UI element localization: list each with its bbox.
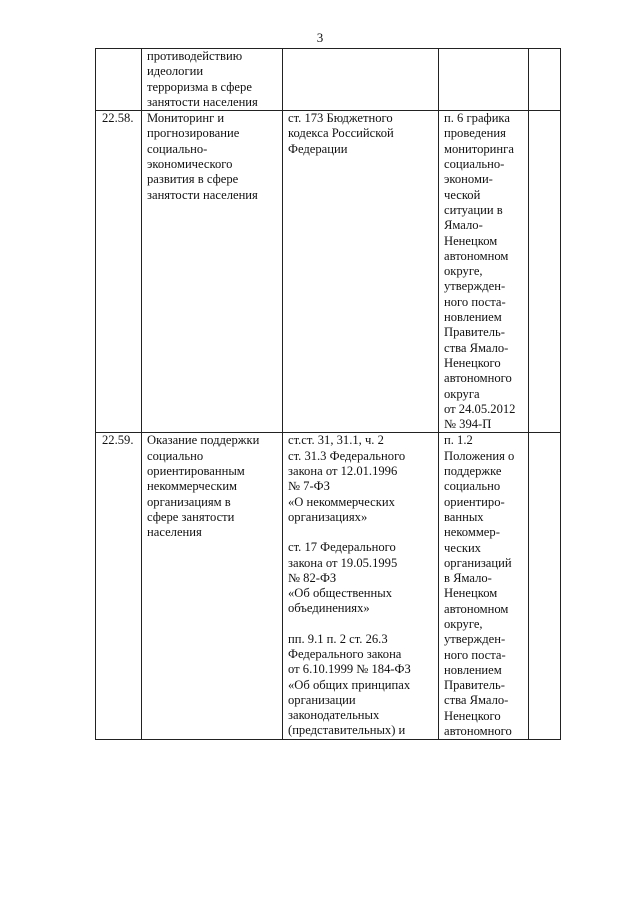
- cell-law: [283, 111, 439, 433]
- name-line: занятости населения: [147, 187, 258, 202]
- law-line: ст. 31.3 Федерального: [288, 448, 406, 463]
- doc-line: № 394-П: [444, 417, 492, 432]
- doc-line: организаций: [444, 555, 512, 570]
- doc-line: утвержден-: [444, 632, 506, 647]
- name-line: Оказание поддержки: [147, 433, 260, 448]
- table-body: [96, 49, 561, 740]
- law-line: законодательных: [288, 708, 380, 723]
- empty-cell: [529, 433, 561, 740]
- law-line: кодекса Российской: [288, 126, 394, 141]
- cell-name: [142, 111, 283, 433]
- cell-doc: [439, 49, 529, 111]
- doc-line: ванных: [444, 509, 484, 524]
- cell-name: [142, 433, 283, 740]
- doc-line: автономного: [444, 724, 512, 739]
- law-line: организациях»: [288, 509, 368, 524]
- doc-line: п. 1.2: [444, 433, 473, 448]
- doc-line: Ненецкого: [444, 708, 501, 723]
- doc-line: ческой: [444, 187, 481, 202]
- cell-doc: [439, 111, 529, 433]
- law-line: ст.ст. 31, 31.1, ч. 2: [288, 433, 384, 448]
- law-line: объединениях»: [288, 601, 370, 616]
- name-line: развития в сфере: [147, 172, 239, 187]
- law-line: [288, 617, 435, 632]
- doc-line: социально: [444, 479, 501, 494]
- law-line: «Об общественных: [288, 586, 393, 601]
- doc-line: Ненецком: [444, 586, 498, 601]
- row-number-cell: 22.58.: [96, 111, 142, 433]
- doc-line: Ненецкого: [444, 355, 501, 370]
- name-line: сфере занятости: [147, 509, 235, 524]
- law-line: ст. 173 Бюджетного: [288, 111, 393, 126]
- name-line: экономического: [147, 157, 233, 172]
- services-table: [95, 48, 561, 740]
- doc-line: округа: [444, 386, 480, 401]
- table-row: [96, 49, 561, 111]
- cell-law: [283, 49, 439, 111]
- law-line: № 82-ФЗ: [288, 570, 337, 585]
- name-line: занятости населения: [147, 94, 258, 109]
- page-number: 3: [316, 30, 324, 45]
- name-line: населения: [147, 525, 202, 540]
- cell-law: [283, 433, 439, 740]
- name-line: социально-: [147, 141, 208, 156]
- doc-line: автономного: [444, 371, 512, 386]
- law-line: «Об общих принципах: [288, 677, 411, 692]
- doc-line: поддержке: [444, 464, 502, 479]
- doc-line: мониторинга: [444, 141, 514, 156]
- doc-line: ситуации в: [444, 202, 503, 217]
- name-line: организациям в: [147, 494, 231, 509]
- law-line: ст. 17 Федерального: [288, 540, 396, 555]
- cell-doc: [439, 433, 529, 740]
- name-line: некоммерческим: [147, 479, 238, 494]
- law-line: [288, 525, 435, 540]
- doc-line: ориентиро-: [444, 494, 505, 509]
- name-line: ориентированным: [147, 464, 245, 479]
- law-line: закона от 12.01.1996: [288, 464, 398, 479]
- name-line: Мониторинг и: [147, 111, 225, 126]
- doc-line: Ненецком: [444, 233, 498, 248]
- doc-line: проведения: [444, 126, 506, 141]
- doc-line: ческих: [444, 540, 481, 555]
- doc-line: автономном: [444, 248, 509, 263]
- law-line: № 7-ФЗ: [288, 479, 330, 494]
- empty-cell: [529, 111, 561, 433]
- doc-line: экономи-: [444, 172, 493, 187]
- row-number-cell: 22.59.: [96, 433, 142, 740]
- doc-line: Правитель-: [444, 678, 505, 693]
- table-row: [96, 111, 561, 433]
- doc-line: Правитель-: [444, 325, 505, 340]
- doc-line: ства Ямало-: [444, 340, 509, 355]
- doc-line: новлением: [444, 310, 502, 325]
- doc-line: ства Ямало-: [444, 693, 509, 708]
- law-line: организации: [288, 692, 356, 707]
- doc-line: от 24.05.2012: [444, 401, 516, 416]
- doc-line: некоммер-: [444, 525, 500, 540]
- cell-name: [142, 49, 283, 111]
- law-line: пп. 9.1 п. 2 ст. 26.3: [288, 631, 388, 646]
- law-line: закона от 19.05.1995: [288, 555, 398, 570]
- name-line: противодействию: [147, 49, 243, 63]
- law-line: Федерального закона: [288, 646, 402, 661]
- law-line: Федерации: [288, 141, 348, 156]
- name-line: прогнозирование: [147, 126, 240, 141]
- doc-line: п. 6 графика: [444, 111, 510, 126]
- doc-line: округе,: [444, 264, 483, 279]
- table-row: [96, 433, 561, 740]
- law-line: «О некоммерческих: [288, 494, 395, 509]
- doc-line: новлением: [444, 662, 502, 677]
- doc-line: Ямало-: [444, 218, 483, 233]
- name-line: терроризма в сфере: [147, 79, 252, 94]
- doc-line: округе,: [444, 616, 483, 631]
- doc-line: социально-: [444, 157, 505, 172]
- name-line: идеологии: [147, 64, 204, 79]
- doc-line: ного поста-: [444, 647, 506, 662]
- doc-line: утвержден-: [444, 279, 506, 294]
- name-line: социально: [147, 448, 204, 463]
- doc-line: Положения о: [444, 448, 515, 463]
- law-line: от 6.10.1999 № 184-ФЗ: [288, 662, 411, 677]
- empty-cell: [529, 49, 561, 111]
- doc-line: автономном: [444, 601, 509, 616]
- doc-line: в Ямало-: [444, 571, 492, 586]
- doc-line: ного поста-: [444, 294, 506, 309]
- row-number-cell: [96, 49, 142, 111]
- law-line: (представительных) и: [288, 723, 406, 738]
